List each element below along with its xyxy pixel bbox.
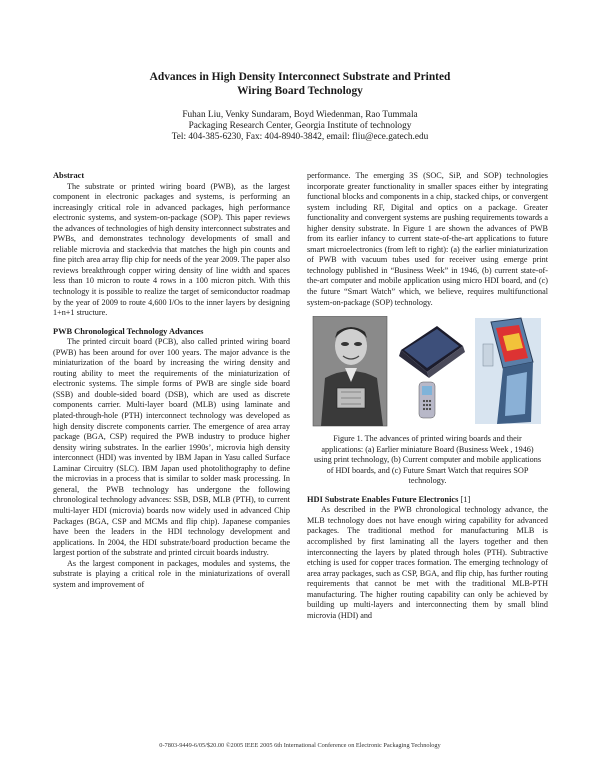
figure-phone-b	[419, 382, 435, 418]
section1-paragraph-2: As the largest component in packages, modules and systems, the substrate is playing a critical role in the miniaturizations of overall system and improvement of	[53, 558, 290, 589]
right-column	[307, 171, 548, 621]
abstract-text: The substrate or printed wiring board (PWB), as the largest component in electronic packages and systems, is performing an increasingly critical role in advanced packages, high performance electronic systems, and system-on-package (SOP). This paper reviews the advances of technologies of high density interconnect substrates and PWBs, and demonstrates technology developments of small and reliable microvia and stackedvia that matches the high pin counts and fine pitch area array flip chip for needs of the year 2009. The paper also reviews breakthrough copper wiring density of line width and spaces less than 10 micron to route 4 rows in a 100 micron pitch. With this technology it is possible to realize the target of semiconductor roadmap by the year of 2009 to route 4,600 I/Os to the inner layers by designing 1+n+1 structure.	[53, 181, 290, 318]
author-block	[60, 110, 540, 144]
right-paragraph-1: performance. The emerging 3S (SOC, SiP, and SOP) technologies incorporate greater functionality in smaller spaces either by integrating functional blocks and components in a chip, stacked chips, or convergent system including RF, Digital and optics on a package. Greater functionality and convergent systems are pushing requirements towards a higher density substrate. In Figure 1 are shown the advances of PWB from its earlier infancy to current state-of-the-art applications to future smart microelectronics (from left to right): (a) the earlier miniaturization of PWB with vacuum tubes used for receiver using emerge print technology published in “Business Week” in 1946, (b) current state-of-the-art computer and mobile application using micro HDI board, and (c) the future “Smart Watch” which, we believe, requires multifunctional system-on-package (SOP) technology.	[307, 171, 548, 307]
section1-paragraph-1: The printed circuit board (PCB), also called printed wiring board (PWB) has been around for over 100 years. The major advance is the miniaturization of the board by increasing the wiring density and routing ability to meet the requirements of the miniaturization of electronic systems. The simple forms of PWB are single side board (SSB) and double-sided board (DSB), which are used as discrete components carrier. Multi-layer board (MLB) using laminate and plated-through-hole (PTH) interconnect technology was developed as high density discrete components carrier. The emergence of area array package (BGA, CSP) required the PWB industry to produce higher density wiring substrates. In the earlier 1990s’, microvia high density interconnect (HDI) was invented by IBM Japan in Yasu called Surface Laminar Circuitry (SLC). IBM Japan used photolithography to define the microvias in a process that is similar to solder mask processing. In general, the PWB technology has undergone the following chronological technology advances: SSB, DSB, MLB (PTH), to current multi-layer HDI (microvia) boards now widely used in advanced Chip Packages (BGA, CSP and MCMs and flip chip). Japanese companies have been the leaders in the HDI technology development and applications. In 2004, the HDI substrate/board production became the largest portion of the substrate and printed circuit boards industry.	[53, 337, 290, 558]
section2-heading-text: HDI Substrate Enables Future Electronics	[307, 494, 459, 504]
section2-paragraph-1: As described in the PWB chronological technology advance, the MLB technology does not have enough wiring capability for advanced packages. The traditional method for manufacturing MLB is accomplished by first laminating all the layers together and then interconnecting the layers by plated through holes (PTH). Subtractive etching is used for copper traces formation. The emerging technology of area array packages, such as CSP, BGA, and flip chip, has further routing requirements that cannot be met with the traditional MLB-PTH manufacturing. The higher routing capability can only be achieved by building up multi-layers and interconnecting them by small blind microvia (HDI) and	[307, 505, 548, 620]
figure-1	[307, 316, 548, 428]
page-footer: 0-7803-9449-6/05/$20.00 ©2005 IEEE 2005 6th International Conference on Electronic Packaging Technology	[159, 742, 441, 749]
title-line-1: Advances in High Density Interconnect Substrate and Printed	[149, 71, 451, 83]
affiliation: Packaging Research Center, Georgia Institute of technology	[188, 121, 412, 132]
section1-heading: PWB Chronological Technology Advances	[53, 326, 204, 336]
figure-1-caption: Figure 1. The advances of printed wiring boards and their applications: (a) Earlier miniature Board (Business Week , 1946) using print technology, (b) Current computer and mobile applications of HDI boards, and (c) Future Smart Watch that requires SOP technology.	[313, 434, 542, 486]
paper-title	[60, 70, 540, 98]
contact-info: Tel: 404-385-6230, Fax: 404-8940-3842, email: fliu@ece.gatech.edu	[171, 132, 429, 143]
figure-photo-a	[313, 316, 387, 426]
figure-watch-c	[475, 318, 541, 424]
figure-1-images	[307, 316, 548, 428]
abstract-heading: Abstract	[53, 171, 85, 180]
section2-heading	[307, 495, 548, 506]
figure-laptop-b	[399, 326, 465, 378]
authors: Fuhan Liu, Venky Sundaram, Boyd Wiedenman, Rao Tummala	[182, 110, 418, 120]
section2-reference: [1]	[458, 494, 471, 504]
left-column	[53, 171, 290, 590]
title-line-2: Wiring Board Technology	[237, 85, 363, 97]
